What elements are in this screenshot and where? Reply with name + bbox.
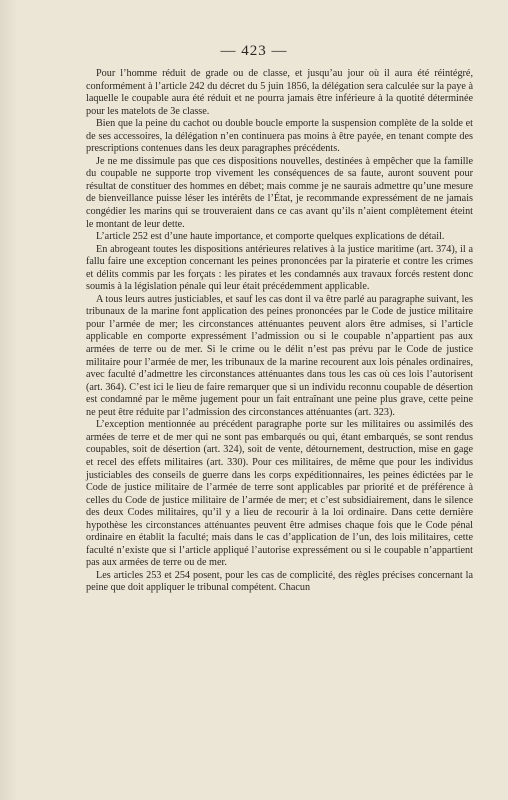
body-text — [86, 68, 473, 595]
page-fold-shadow — [0, 0, 18, 800]
page-number: — 423 — — [220, 43, 288, 59]
paragraph: L’article 252 est d’une haute importance, et comporte quelques explications de détail. — [96, 231, 445, 243]
paragraph: Pour l’homme réduit de grade ou de classe, et jusqu’au jour où il aura été réintégré, conformément à l’article 242 du décret du 5 juin 1856, la délégation sera calculée sur la paye à laquelle le coupable aura été réduit et ne pourra jamais être inférieure à la quotité déterminée pour les matelots de 3e classe. — [86, 68, 473, 117]
paragraph: Bien que la peine du cachot ou double boucle emporte la suspension complète de la solde et de ses accessoires, la délégation n’en continuera pas moins à être payée, en tenant compte des prescriptions contenues dans les deux paragraphes précédents. — [86, 118, 473, 155]
paragraph: A tous leurs autres justiciables, et sauf les cas dont il va être parlé au paragraphe suivant, les tribunaux de la marine font application des peines prononcées par le Code de justice militaire pour l’armée de mer; les circonstances atténuantes peuvent alors être admises, si l’article applicable en comporte expressément l’admission ou si le coupable n’appartient pas aux armées de terre ou de mer. Si le crime ou le délit n’est pas prévu par le Code de justice militaire pour l’armée de mer, les tribunaux de la marine recourent aux lois pénales ordinaires, avec faculté d’admettre les circonstances atténuantes dans tous les cas où ces lois l’autorisent (art. 364). C’est ici le lieu de faire remarquer que si un individu reconnu coupable de désertion est condamné par le même jugement pour un fait entraînant une peine plus grave, cette peine ne peut être réduite par l’admission des circonstances atténuantes (art. 323). — [86, 293, 473, 418]
paragraph: Les articles 253 et 254 posent, pour les cas de complicité, des règles précises concernant la peine que doit appliquer le tribunal compétent. Chacun — [86, 569, 473, 594]
paragraph: En abrogeant toutes les dispositions antérieures relatives à la justice maritime (art. 374), il a fallu faire une exception concernant les peines prononcées par la piraterie et contre les crimes et délits commis par les forçats : les pirates et les condamnés aux travaux forcés restent donc soumis à la législation pénale qui leur était précédemment applicable. — [86, 243, 473, 293]
paragraph: Je ne me dissimule pas que ces dispositions nouvelles, destinées à empêcher que la famille du coupable ne supporte trop vivement les conséquences de sa faute, auront souvent pour résultat de constituer des hommes en débet; mais comme je ne saurais admettre qu’une mesure de bienveillance puisse léser les intérêts de l’État, je recommande expressément de ne jamais congédier les marins qui se trouveraient dans ce cas avant qu’ils n’aient complètement éteint le montant de leur dette. — [86, 155, 473, 230]
paragraph: L’exception mentionnée au précédent paragraphe porte sur les militaires ou assimilés des armées de terre et de mer qui ne sont pas embarqués ou qui, étant embarqués, se sont rendus coupables, soit de désertion (art. 324), soit de vente, détournement, destruction, mise en gage et recel des effets militaires (art. 330). Pour ces militaires, de même que pour les individus justiciables des conseils de guerre dans les corps expéditionnaires, les peines édictées par le Code de justice militaire de l’armée de terre sont applicables par priorité et de préférence à celles du Code de justice militaire de l’armée de mer; et c’est subsidiairement, dans le silence des deux Codes militaires, qu’il y a lieu de recourir à la loi ordinaire. Dans cette dernière hypothèse les circonstances atténuantes peuvent être admises chaque fois que le Code pénal ordinaire en établit la faculté; mais dans le cas d’application de l’un, des lois militaires, cette faculté n’existe que si l’article appliqué l’autorise expressément ou si le coupable n’appartient pas aux armées de terre ou de mer. — [86, 419, 473, 569]
